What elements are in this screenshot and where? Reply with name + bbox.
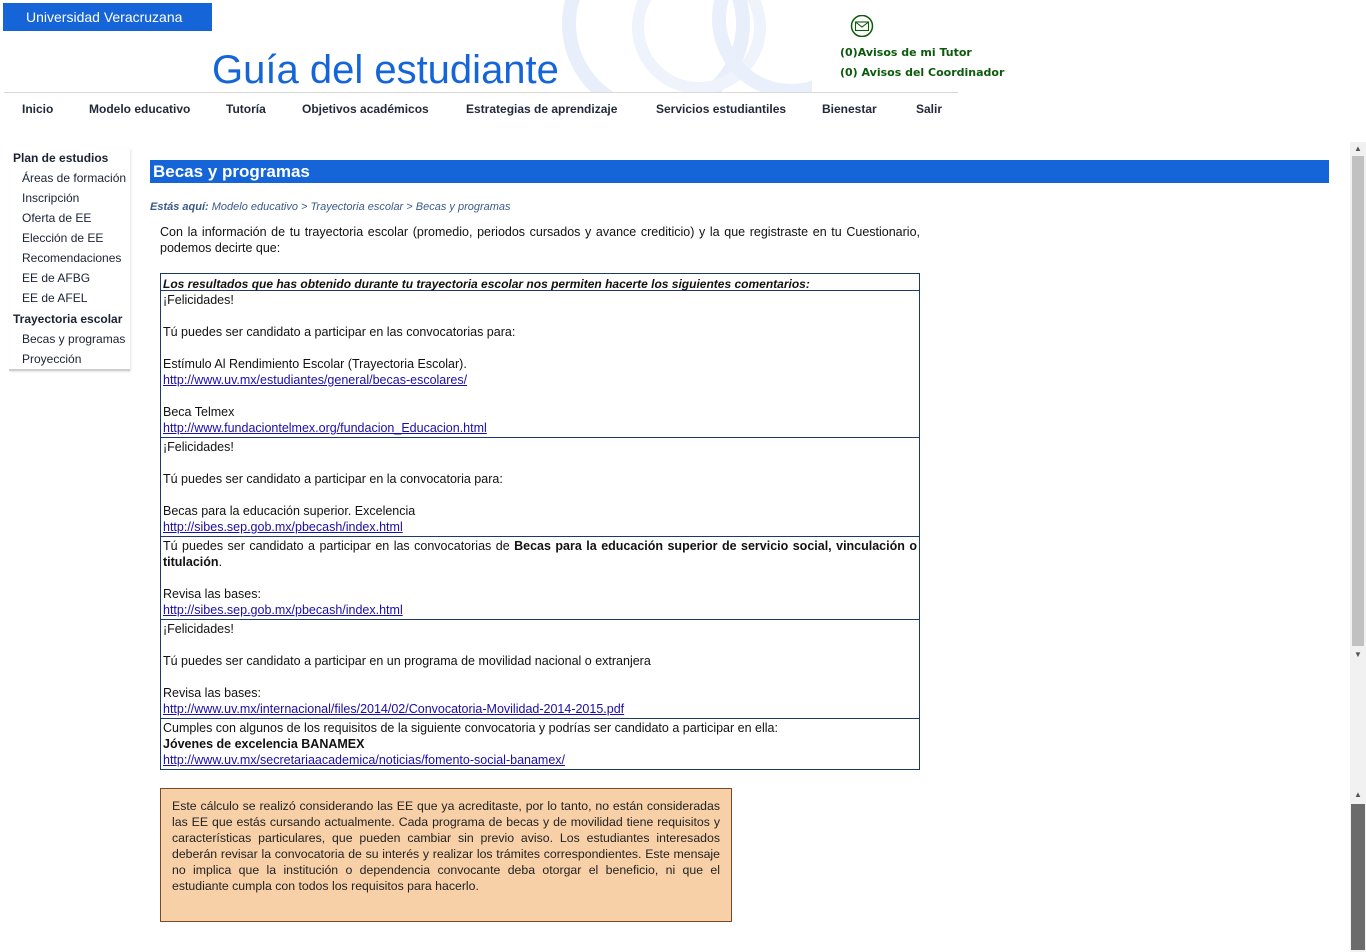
sidebar: [9, 148, 130, 371]
program-link[interactable]: http://www.uv.mx/internacional/files/2014/02/Convocatoria-Movilidad-2014-2015.pdf: [163, 702, 625, 716]
sidebar-heading-trayectoria[interactable]: Trayectoria escolar: [13, 312, 123, 326]
program-link[interactable]: http://sibes.sep.gob.mx/pbecash/index.html: [163, 520, 403, 534]
page-title: Guía del estudiante: [212, 48, 559, 92]
scroll-thumb[interactable]: [1351, 804, 1365, 950]
result-cell: [161, 537, 919, 620]
results-table: [160, 273, 920, 770]
greeting: ¡Felicidades!: [163, 293, 234, 307]
scroll-up-arrow-icon[interactable]: ▲: [1354, 144, 1362, 153]
main-nav: [4, 92, 958, 125]
program-name: Beca Telmex: [163, 405, 235, 419]
scroll-down-arrow-icon[interactable]: ▼: [1354, 650, 1362, 659]
result-cell: [161, 620, 919, 719]
bases-label: Revisa las bases:: [163, 686, 261, 700]
breadcrumb-path[interactable]: Modelo educativo > Trayectoria escolar > Becas y programas: [211, 201, 511, 213]
greeting: ¡Felicidades!: [163, 622, 234, 636]
result-text: Cumples con algunos de los requisitos de la siguiente convocatoria y podrías ser candidato a participar en ella:: [163, 721, 778, 735]
nav-tutoria[interactable]: Tutoría: [226, 102, 266, 116]
greeting: ¡Felicidades!: [163, 440, 234, 454]
disclaimer-notice: Este cálculo se realizó considerando las EE que ya acreditaste, por lo tanto, no están consideradas las EE que estás cursando actualmente. Cada programa de becas y de movilidad tiene requisitos y características particulares, que pueden cambiar sin previo aviso. Los estudiantes interesados deberán revisar la convocatoria de su interés y realizar los trámites correspondientes. Este mensaje no implica que la institución o dependencia convocante deba otorgar el beneficio, ni que el estudiante cumpla con todos los requisitos para hacerlo.: [160, 788, 732, 922]
sidebar-item-proyeccion[interactable]: Proyección: [22, 352, 82, 366]
result-cell: [161, 719, 919, 769]
program-name: Estímulo Al Rendimiento Escolar (Trayectoria Escolar).: [163, 357, 467, 371]
sidebar-item-areas[interactable]: Áreas de formación: [22, 171, 127, 185]
envelope-icon[interactable]: [850, 15, 874, 37]
breadcrumb: [150, 201, 511, 213]
sidebar-item-inscripcion[interactable]: Inscripción: [22, 191, 80, 205]
program-link[interactable]: http://www.uv.mx/secretariaacademica/noticias/fomento-social-banamex/: [163, 753, 566, 767]
university-link[interactable]: Universidad Veracruzana: [3, 3, 212, 31]
results-header: Los resultados que has obtenido durante tu trayectoria escolar nos permiten hacerte los siguientes comentarios:: [161, 274, 919, 291]
nav-estrategias[interactable]: Estrategias de aprendizaje: [466, 102, 618, 116]
program-link[interactable]: http://www.fundaciontelmex.org/fundacion_Educacion.html: [163, 421, 487, 435]
intro-text: Con la información de tu trayectoria escolar (promedio, periodos cursados y avance crediticio) y la que registraste en tu Cuestionario, podemos decirte que:: [160, 225, 920, 255]
section-title: Becas y programas: [150, 160, 1329, 183]
coordinator-notices-link[interactable]: (0) Avisos del Coordinador: [840, 66, 1005, 79]
sidebar-item-recomendaciones[interactable]: Recomendaciones: [22, 251, 122, 265]
sidebar-item-becas[interactable]: Becas y programas: [22, 332, 126, 346]
scroll-up-arrow-icon[interactable]: ▲: [1354, 790, 1362, 799]
nav-bienestar[interactable]: Bienestar: [822, 102, 877, 116]
scroll-thumb[interactable]: [1352, 156, 1364, 646]
nav-inicio[interactable]: Inicio: [22, 102, 54, 116]
nav-servicios[interactable]: Servicios estudiantiles: [656, 102, 787, 116]
result-cell: [161, 291, 919, 438]
result-text: Tú puedes ser candidato a participar en la convocatoria para:: [163, 472, 503, 486]
tutor-notices-link[interactable]: (0)Avisos de mi Tutor: [840, 46, 972, 59]
result-text: Tú puedes ser candidato a participar en las convocatorias para:: [163, 325, 516, 339]
program-link[interactable]: http://sibes.sep.gob.mx/pbecash/index.html: [163, 603, 403, 617]
nav-salir[interactable]: Salir: [916, 102, 943, 116]
nav-objetivos-academicos[interactable]: Objetivos académicos: [302, 102, 429, 116]
result-text: Tú puedes ser candidato a participar en las convocatorias de Becas para la educación superior de servicio social, vinculación o titulación.: [163, 539, 917, 569]
result-text: Tú puedes ser candidato a participar en un programa de movilidad nacional o extranjera: [163, 654, 651, 668]
sidebar-item-afbg[interactable]: EE de AFBG: [22, 271, 91, 285]
sidebar-item-afel[interactable]: EE de AFEL: [22, 291, 88, 305]
program-name: Jóvenes de excelencia BANAMEX: [163, 737, 365, 751]
program-name: Becas para la educación superior. Excelencia: [163, 504, 416, 518]
program-link[interactable]: http://www.uv.mx/estudiantes/general/becas-escolares/: [163, 373, 468, 387]
secondary-scrollbar[interactable]: [1350, 788, 1366, 952]
result-cell: [161, 438, 919, 537]
breadcrumb-label: Estás aquí:: [150, 201, 209, 213]
header-decoration: [562, 0, 812, 92]
sidebar-heading-plan[interactable]: Plan de estudios: [13, 151, 109, 165]
nav-modelo-educativo[interactable]: Modelo educativo: [89, 102, 191, 116]
bases-label: Revisa las bases:: [163, 587, 261, 601]
sidebar-item-oferta[interactable]: Oferta de EE: [22, 211, 92, 225]
sidebar-item-eleccion[interactable]: Elección de EE: [22, 231, 104, 245]
